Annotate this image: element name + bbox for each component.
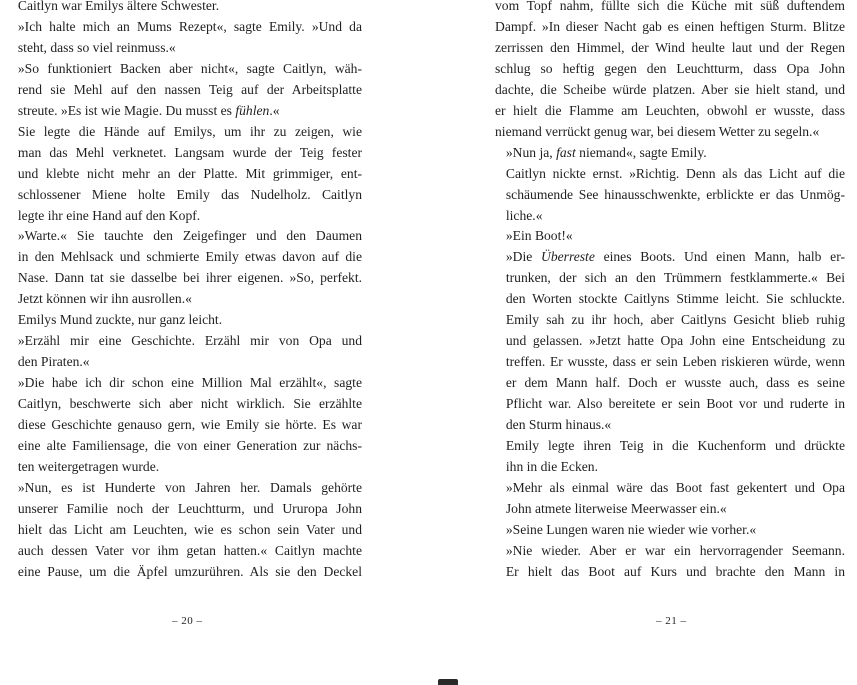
text-line: schlug so heftig gegen den Leuchtturm, dass Opa John — [495, 60, 845, 76]
text-line: schlossener Miene holte Emily das Nudelholz. Caitlyn — [17, 186, 362, 202]
text-line: in den Mehlsack und schmierte Emily etwas davon auf die — [17, 249, 362, 265]
paragraph — [495, 164, 845, 227]
text-line: Nase. Dann tat sie dasselbe bei ihrer eigenen. »So, perfekt. — [17, 270, 362, 286]
text-line: ten weitergetragen wurde. — [17, 458, 160, 474]
paragraph — [495, 226, 845, 247]
text-line: Caitlyn nickte ernst. »Richtig. Denn als das Licht auf die — [505, 165, 845, 181]
text-line: Emilys Mund zuckte, nur ganz leicht. — [17, 312, 223, 328]
text-line — [7, 101, 362, 122]
text-line: legte ihr eine Hand auf den Kopf. — [17, 207, 201, 223]
text-line: treffen. Er wusste, dass er sein Leben riskieren würde, wenn — [505, 354, 845, 370]
text-line: John atmete literweise Meerwasser ein.« — [505, 500, 727, 516]
text-line: »Erzähl mir eine Geschichte. Erzähl mir von Opa und — [17, 333, 362, 349]
text-fragment: eines Boots. Und einen Mann, halb er- — [603, 249, 845, 265]
scroll-handle[interactable] — [438, 679, 458, 685]
text-fragment: »Die — [505, 249, 533, 265]
text-line: Er hielt das Boot auf Kurs und brachte den Mann in — [505, 563, 845, 579]
page-number-right: – 21 – — [656, 615, 687, 627]
text-line — [495, 247, 845, 268]
text-line: vom Topf nahm, füllte sich die Küche mit süß duftendem — [495, 0, 845, 13]
text-line: man das Mehl verknetet. Langsam wurde der Teig fester — [17, 144, 362, 160]
paragraph — [495, 541, 845, 583]
text-line: er dem Mann half. Doch er wusste auch, dass es seine — [505, 375, 845, 391]
emphasis-text: Überreste — [541, 249, 595, 265]
text-line: auch dessen Vater vor ihm getan hatten.« Caitlyn machte — [17, 542, 362, 558]
text-line: den Piraten.« — [17, 354, 90, 370]
paragraph — [7, 0, 362, 17]
text-line: »Nie wieder. Aber er war ein hervorragender Seemann. — [505, 542, 845, 558]
text-line: und klebte nicht mehr an der Platte. Mit grimmiger, ent- — [17, 165, 362, 181]
text-line: den Sturm hinaus.« — [505, 417, 612, 433]
text-line: niemand verrückt genug war, bei diesem Wetter zu segeln.« — [495, 123, 820, 139]
text-line: Emily legte ihren Teig in die Kuchenform und drückte — [505, 438, 845, 454]
text-line: den Worten stockte Caitlyns Stimme leicht. Sie schluckte. — [505, 291, 845, 307]
text-line: »Nun, es ist Hunderte von Jahren her. Damals gehörte — [17, 479, 362, 495]
paragraph — [7, 478, 362, 583]
paragraph — [7, 331, 362, 373]
paragraph — [495, 478, 845, 520]
page-number-left: – 20 – — [172, 615, 203, 627]
text-fragment: .« — [269, 102, 280, 118]
text-line: Caitlyn war Emilys ältere Schwester. — [17, 0, 220, 13]
paragraph — [495, 520, 845, 541]
text-line: Pflicht war. Also bereitete er sein Boot vor und ruderte in — [505, 396, 845, 412]
text-line: »Warte.« Sie tauchte den Zeigefinger und den Daumen — [17, 228, 362, 244]
text-fragment: niemand«, sagte Emily. — [579, 144, 707, 160]
text-line: Emily sah zu ihr hoch, aber Caitlyns Gesicht blieb ruhig — [505, 312, 845, 328]
text-line: eine Pause, um die Äpfel umzurühren. Als sie den Deckel — [17, 563, 362, 579]
text-line: »Ich halte mich an Mums Rezept«, sagte Emily. »Und da — [17, 18, 362, 34]
text-line: steht, dass so viel reinmuss.« — [17, 39, 176, 55]
text-line: Jetzt können wir ihn ausrollen.« — [17, 291, 192, 307]
text-fragment: »Nun ja, — [505, 144, 553, 160]
text-line: Caitlyn, beschwerte sich aber nicht wirklich. Sie erzählte — [17, 396, 362, 412]
text-line: diese Geschichte genauso gern, wie Emily sie hörte. Es war — [17, 417, 362, 433]
paragraph — [7, 226, 362, 310]
text-line: trunken, der sich an den Trümmern festklammerte.« Bei — [505, 270, 845, 286]
paragraph — [495, 0, 845, 143]
paragraph — [7, 122, 362, 227]
text-line: dachte, die Scheibe würde platzen. Aber sie hielt stand, und — [495, 81, 845, 97]
text-line: und gelassen. »Jetzt hatte Opa John eine Entscheidung zu — [505, 333, 845, 349]
text-line — [495, 143, 845, 164]
text-line: Sie legte die Hände auf Emilys, um ihr zu zeigen, wie — [17, 123, 362, 139]
text-fragment: streute. »Es ist wie Magie. Du musst es — [17, 102, 232, 118]
text-line: rend sie Mehl auf den nassen Teig auf der Arbeitsplatte — [17, 81, 362, 97]
text-line: »Ein Boot!« — [505, 228, 573, 244]
text-line: »Seine Lungen waren nie wieder wie vorher.« — [505, 521, 757, 537]
text-line: schäumende See hinausschwenkte, erblickte er das Unmög- — [505, 186, 845, 202]
paragraph — [7, 17, 362, 59]
paragraph — [7, 59, 362, 122]
text-line: »Die habe ich dir schon eine Million Mal erzählt«, sagte — [17, 375, 362, 391]
text-line: ihn in die Ecken. — [505, 458, 598, 474]
text-line: »Mehr als einmal wäre das Boot fast gekentert und Opa — [505, 479, 845, 495]
left-page — [7, 0, 362, 583]
text-line: eine alte Familiensage, die von einer Generation zur nächs- — [17, 438, 362, 454]
emphasis-text: fühlen — [235, 102, 270, 118]
text-line: Dampf. »In dieser Nacht gab es einen heftigen Sturm. Blitze — [495, 18, 845, 34]
right-page — [495, 0, 845, 583]
text-line: er hielt die Flamme am Leuchten, obwohl er wusste, dass — [495, 102, 845, 118]
paragraph — [495, 247, 845, 436]
text-line: liche.« — [505, 207, 543, 223]
paragraph — [7, 310, 362, 331]
paragraph — [495, 143, 845, 164]
text-line: »So funktioniert Backen aber nicht«, sagte Caitlyn, wäh- — [17, 60, 362, 76]
text-line: hielt das Licht am Leuchten, wie es schon sein Vater und — [17, 521, 362, 537]
paragraph — [7, 373, 362, 478]
text-line: zerrissen den Himmel, der Wind heulte laut und der Regen — [495, 39, 845, 55]
paragraph — [495, 436, 845, 478]
emphasis-text: fast — [556, 144, 576, 160]
text-line: unserer Familie noch der Leuchtturm, und Ururopa John — [17, 500, 362, 516]
